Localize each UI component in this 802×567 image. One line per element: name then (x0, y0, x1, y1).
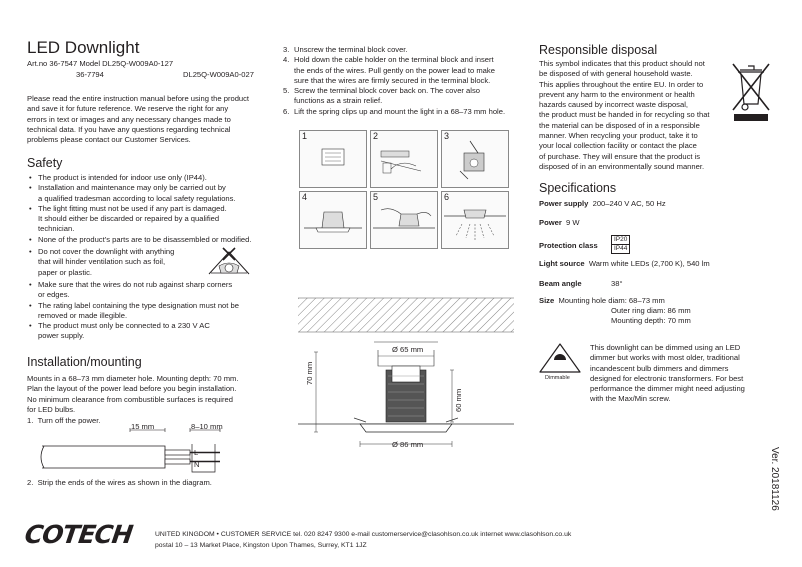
step-2: 2. Strip the ends of the wires as shown in the diagram. (27, 478, 212, 487)
list-item: • Installation and maintenance may only be carried out by a qualified tradesman according to local safety regulations. (29, 183, 251, 204)
dimension-70: 70 mm (305, 361, 314, 385)
version-label: Ver. 20181126 (769, 447, 780, 511)
list-item: • Make sure that the wires do not rub against sharp corners or edges. (29, 280, 251, 301)
installation-text: Mounts in a 68–73 mm diameter hole. Mounting depth: 70 mm. Plan the layout of the power lead before you begin installation. No minimum clearance from combustible surfaces is required for LED bulbs. (27, 374, 239, 414)
list-item: 3. Unscrew the terminal block cover. (283, 45, 505, 55)
list-item: 5. Screw the terminal block cover back on. The cover also functions as a strain relief. (283, 86, 505, 107)
dimension-60: 60 mm (454, 388, 463, 412)
list-item: • Do not cover the downlight with anything that will hinder ventilation such as foil, paper or plastic. (29, 247, 251, 278)
spec-power-supply: Power supply 200–240 V AC, 50 Hz (539, 199, 666, 208)
weee-bin-icon (730, 58, 772, 124)
step-image-1: 1 (299, 130, 367, 188)
wire-label-N: N (194, 460, 200, 469)
article-line-2-model: DL25Q-W009A0-027 (183, 70, 254, 79)
spec-beam-angle-value: 38° (611, 279, 623, 288)
spec-size-depth: Mounting depth: 70 mm (611, 316, 691, 325)
dimmable-text: This downlight can be dimmed using an LED dimmer but works with most older, traditional incandescent bulb dimmers and dimmers designed for electronic transformers. For best performance the dimmer might need adjusting with the Max/Min screw. (590, 343, 745, 404)
article-line-1: Art.no 36-7547 Model DL25Q-W009A0-127 (27, 59, 174, 68)
list-item: • The light fitting must not be used if any part is damaged. It should either be discarded or repaired by a qualified technician. (29, 204, 251, 235)
step-image-2: 2 (370, 130, 438, 188)
spec-power: Power 9 W (539, 218, 580, 227)
cotech-logo: COTECH (22, 520, 135, 549)
page-title: LED Downlight (27, 38, 140, 57)
step-image-4: 4 (299, 191, 367, 249)
spec-size-outer: Outer ring diam: 86 mm (611, 306, 691, 315)
step-image-5: 5 (370, 191, 438, 249)
ip44-badge: IP44 (611, 244, 630, 254)
spec-beam-angle: Beam angle (539, 279, 582, 288)
intro-text: Please read the entire instruction manual before using the product and save it for future reference. We reserve the right for any errors in text or images and any necessary changes made to technical data. If you have any questions regarding technical problems please contact our Customer Services. (27, 94, 250, 145)
specifications-heading: Specifications (539, 181, 617, 195)
footer-address: postal 10 – 13 Market Place, Kingston Upon Thames, Surrey, KT1 1JZ (155, 542, 367, 549)
dimension-86: Ø 86 mm (392, 440, 424, 449)
list-item: • The product is intended for indoor use only (IP44). (29, 173, 251, 183)
list-item: 4. Hold down the cable holder on the terminal block and insert the ends of the wires. Pull gently on the power lead to make sure that the wires are firmly secured in the terminal block. (283, 55, 505, 86)
list-item: • None of the product’s parts are to be disassembled or modified. (29, 235, 251, 245)
article-line-2-number: 36-7794 (76, 70, 104, 79)
spec-size: Size Mounting hole diam: 68–73 mm (539, 296, 665, 305)
list-item: 6. Lift the spring clips up and mount the light in a 68–73 mm hole. (283, 107, 505, 117)
installation-steps-grid (299, 130, 512, 248)
spec-protection-class: Protection class (539, 241, 598, 250)
safety-heading: Safety (27, 156, 63, 170)
footer-contact: UNITED KINGDOM • CUSTOMER SERVICE tel. 020 8247 9300 e-mail customerservice@clasohlson.co.uk internet www.clasohlson.co.uk (155, 531, 572, 538)
ip20-badge: IP20 (611, 235, 630, 245)
dimmable-label: Dimmable (545, 375, 570, 381)
list-item: • The product must only be connected to a 230 V AC power supply. (29, 321, 251, 342)
disposal-heading: Responsible disposal (539, 43, 658, 57)
dimension-65: Ø 65 mm (392, 345, 424, 354)
do-not-cover-icon (205, 246, 253, 276)
wire-length-8-10: 8–10 mm (191, 422, 223, 431)
dimmable-icon (538, 342, 582, 374)
step-1: 1. Turn off the power. (27, 416, 101, 425)
step-image-3: 3 (441, 130, 509, 188)
step-image-6: 6 (441, 191, 509, 249)
wire-label-L: L (194, 448, 199, 457)
disposal-text: This symbol indicates that this product should not be disposed of with general household waste. This applies throughout the entire EU. In order to prevent any harm to the environment or health hazards caused by incorrect waste disposal, the product must be handed in for recycling so that the material can be disposed of in a responsible manner. When recycling your product, take it to your local collection facility or contact the place of purchase. They will ensure that the product is disposed of in an environmentally sound manner. (539, 59, 710, 171)
dimension-drawing (296, 292, 516, 457)
spec-light-source: Light source Warm white LEDs (2,700 K), 540 lm (539, 259, 710, 268)
wire-length-15: 15 mm (131, 422, 155, 431)
list-item: • The rating label containing the type designation must not be removed or made illegible. (29, 301, 251, 322)
steps-list (283, 45, 505, 117)
installation-heading: Installation/mounting (27, 355, 142, 369)
